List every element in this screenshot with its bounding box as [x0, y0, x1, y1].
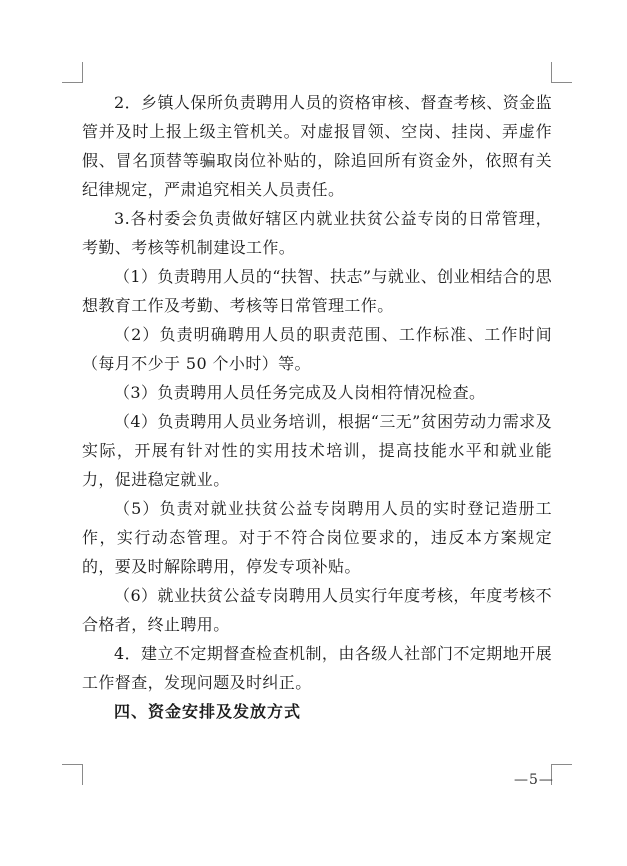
paragraph-4: 4．建立不定期督查检查机制，由各级人社部门不定期地开展工作督查，发现问题及时纠正。 — [82, 644, 552, 692]
paragraph-3-4: （4）负责聘用人员业务培训，根据“三无”贫困劳动力需求及实际，开展有针对性的实用技术培训，提高技能水平和就业能力，促进稳定就业。 — [82, 412, 552, 489]
crop-mark-top-left — [62, 62, 83, 83]
paragraph-3-1: （1）负责聘用人员的“扶智、扶志”与就业、创业相结合的思想教育工作及考勤、考核等日常管理工作。 — [82, 267, 552, 315]
section-heading: 四、资金安排及发放方式 — [114, 702, 302, 721]
page-number: —5— — [514, 772, 554, 788]
paragraph-3-6: （6）就业扶贫公益专岗聘用人员实行年度考核，年度考核不合格者，终止聘用。 — [82, 586, 552, 634]
crop-mark-bottom-left — [62, 764, 83, 785]
paragraph-3-3: （3）负责聘用人员任务完成及人岗相符情况检查。 — [114, 383, 486, 402]
paragraph-2: 2．乡镇人保所负责聘用人员的资格审核、督查考核、资金监管并及时上报上级主管机关。对虚报冒领、空岗、挂岗、弄虚作假、冒名顶替等骗取岗位补贴的，除追回所有资金外，依照有关纪律规定，严肃追究相关人员责任。 — [82, 93, 552, 199]
paragraph-3-5: （5）负责对就业扶贫公益专岗聘用人员的实时登记造册工作，实行动态管理。对于不符合岗位要求的，违反本方案规定的，要及时解除聘用，停发专项补贴。 — [82, 499, 552, 576]
crop-mark-bottom-right — [551, 764, 572, 785]
paragraph-3-2: （2）负责明确聘用人员的职责范围、工作标准、工作时间（每月不少于 50 个小时）等。 — [82, 325, 552, 373]
document-body — [82, 88, 552, 726]
paragraph-3: 3.各村委会负责做好辖区内就业扶贫公益专岗的日常管理，考勤、考核等机制建设工作。 — [82, 209, 552, 257]
crop-mark-top-right — [551, 62, 572, 83]
